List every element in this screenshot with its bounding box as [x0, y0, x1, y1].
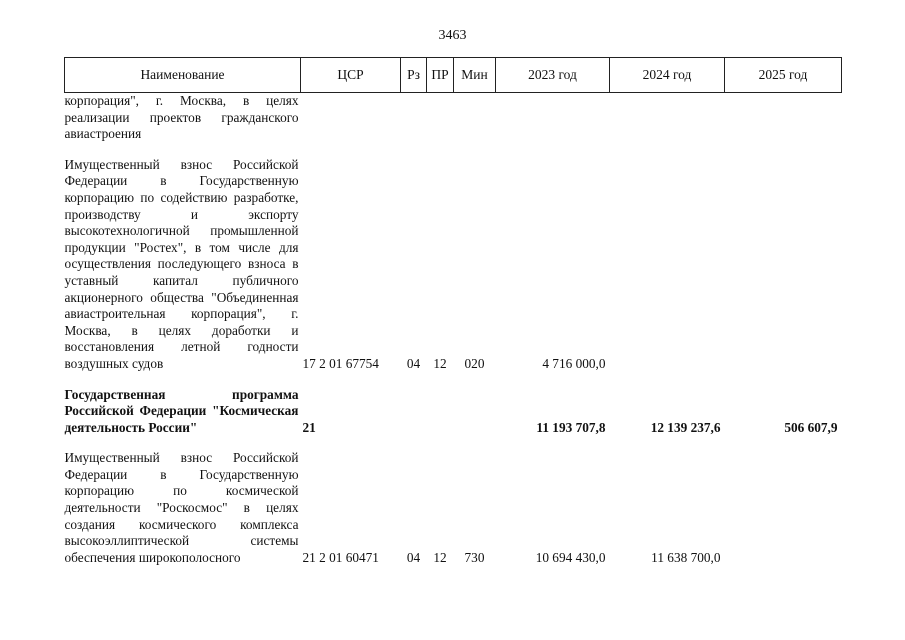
- row-spacer: [65, 436, 842, 450]
- row-name: Имущественный взнос Российской Федерации в Государственную корпорацию по космической деятельности "Роскосмос" в целях создания космического комплекса высокоэллиптической системы обеспечения широкополосного: [64, 450, 299, 565]
- row-2025: [725, 157, 842, 373]
- budget-table: [64, 57, 842, 566]
- row-2023: 4 716 000,0: [542, 355, 606, 371]
- row-2025: [725, 450, 842, 566]
- column-header-min: Мин: [454, 58, 496, 93]
- column-header-2025: 2025 год: [725, 58, 842, 93]
- row-min: 730: [464, 549, 485, 565]
- row-pr: 12: [433, 355, 447, 371]
- row-csr: 21 2 01 60471: [302, 549, 379, 565]
- column-header-rz: Рз: [401, 58, 427, 93]
- row-csr: 21: [302, 419, 316, 435]
- row-rz: 04: [406, 355, 421, 371]
- row-2024: 12 139 237,6: [650, 419, 721, 435]
- table-row: [65, 93, 842, 143]
- table-row: [65, 387, 842, 437]
- page-number: 3463: [438, 28, 467, 43]
- row-min: 020: [464, 355, 485, 371]
- row-name: Имущественный взнос Российской Федерации в Государственную корпорацию по содействию разработке, производству и экспорту высокотехнологичной промышленной продукции "Ростех", в том числе для осуществления последующего взноса в уставный капитал публичного акционерного общества "Объединенная авиастроительная корпорация", г. Москва, в целях доработки и восстановления летной годности воздушных судов: [64, 156, 299, 371]
- row-min: [454, 387, 496, 437]
- column-header-2023: 2023 год: [496, 58, 610, 93]
- column-header-pr: ПР: [427, 58, 454, 93]
- row-2024: 11 638 700,0: [651, 549, 721, 565]
- row-spacer: [65, 143, 842, 157]
- column-header-name: Наименование: [65, 58, 301, 93]
- row-min: [454, 93, 496, 143]
- row-2023: 10 694 430,0: [535, 549, 606, 565]
- row-pr: [427, 387, 454, 437]
- row-name: корпорация", г. Москва, в целях реализации проектов гражданского авиастроения: [64, 93, 299, 142]
- row-2025: 506 607,9: [784, 419, 838, 435]
- row-csr: [301, 93, 401, 143]
- table-header-row: [65, 58, 842, 93]
- row-2023: [496, 93, 610, 143]
- column-header-csr: ЦСР: [301, 58, 401, 93]
- row-2025: [725, 93, 842, 143]
- row-2024: [610, 93, 725, 143]
- row-rz: [401, 387, 427, 437]
- row-rz: 04: [406, 549, 421, 565]
- table-row: [65, 157, 842, 373]
- table-row: [65, 450, 842, 566]
- row-2023: 11 193 707,8: [536, 419, 606, 435]
- row-2024: [610, 157, 725, 373]
- row-rz: [401, 93, 427, 143]
- row-pr: 12: [433, 549, 447, 565]
- row-name: Государственная программа Российской Федерации "Космическая деятельность России": [64, 386, 299, 435]
- column-header-2024: 2024 год: [610, 58, 725, 93]
- row-csr: 17 2 01 67754: [302, 355, 379, 371]
- row-spacer: [65, 373, 842, 387]
- row-pr: [427, 93, 454, 143]
